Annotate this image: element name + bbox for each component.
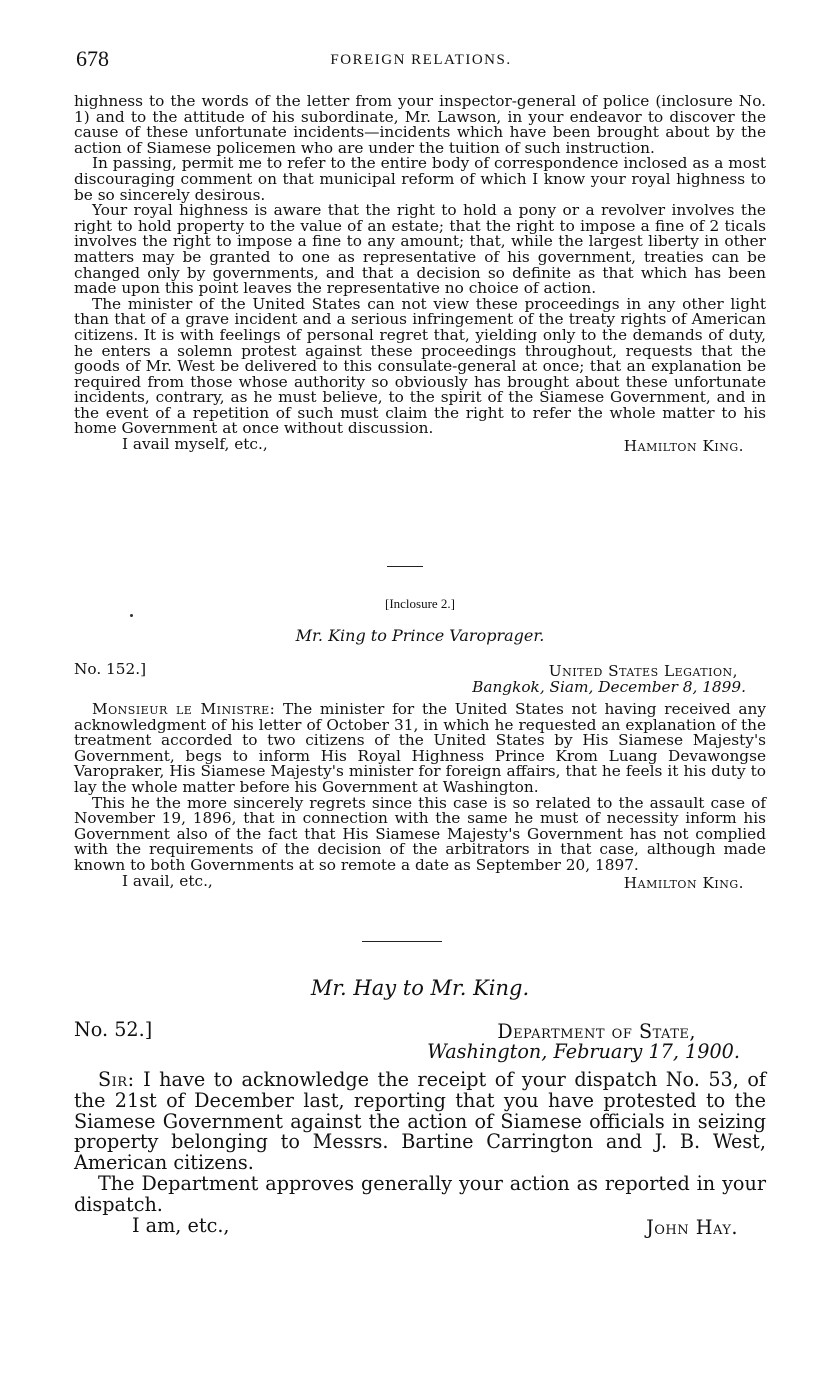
top-closing: I avail myself, etc., bbox=[122, 435, 268, 454]
inclosure-title: Mr. King to Prince Varoprager. bbox=[295, 626, 545, 645]
hay-letter-heading bbox=[74, 1020, 766, 1064]
top-paragraph: Your royal highness is aware that the right to hold a pony or a revolver involves the right to hold property to the value of an estate; that the right to impose a fine of 2 ticals involves the right to impose a fine to any amount; that, while the largest liberty in other matters may be granted to one as representative of his government, treaties can be changed only by governments, and that a decision so definite as that which has been made upon this point leaves the representative no choice of action. bbox=[74, 201, 766, 298]
inclosure-paragraph: This he the more sincerely regrets since this case is so related to the assault case of November 19, 1896, that in connection with the same he must of necessity inform his Government also of the fact that His Siamese Majesty's Government has not complied with the requirements of the decision of the arbitrators in that case, although made known to both Governments at so remote a date as September 20, 1897. bbox=[74, 793, 766, 874]
inclosure-body bbox=[74, 702, 766, 892]
page-header bbox=[76, 46, 766, 74]
inclosure-paragraph: The minister for the United States not having received any acknowledgment of his letter of October 31, in which he requested an explanation of the treatment accorded to two citizens of the United States by His Siamese Majesty's Government, begs to inform His Royal Highness Prince Krom Luang Devawongse Varopraker, His Siamese Majesty's minister for foreign affairs, that he feels it his duty to lay the whole matter before his Government at Washington. bbox=[74, 700, 766, 796]
top-paragraph: In passing, permit me to refer to the entire body of correspondence inclosed as a most discouraging comment on that municipal reform of which I know your royal highness to be so sincerely desirous. bbox=[74, 154, 766, 204]
inclosure-label: [Inclosure 2.] bbox=[384, 596, 456, 611]
top-paragraph: The minister of the United States can not view these proceedings in any other light than that of a grave incident and a serious infringement of the treaty rights of American citizens. It is with feelings of personal regret that, yielding only to the demands of duty, he enters a solemn protest against these proceedings throughout, requests that the goods of Mr. West be delivered to this consulate-general at once; that an explanation be required from those whose authority so obviously has brought about these unfortunate incidents, contrary, as he must believe, to the spirit of the Siamese Government, and in the event of a repetition of such must claim the right to refer the whole matter to his home Government at once without discussion. bbox=[74, 294, 766, 438]
top-paragraph: highness to the words of the letter from your inspector-general of police (inclosure No. 1) and to the attitude of his subordinate, Mr. Lawson, in your endeavor to discover the cause of these unfortunate incidents—incidents which have been brought about by the action of Siamese policemen who are under the tuition of such instruction. bbox=[74, 92, 766, 157]
hay-paragraph: The Department approves generally your action as reported in your dispatch. bbox=[74, 1171, 766, 1216]
hay-signature: John Hay. bbox=[646, 1215, 738, 1239]
top-signature: Hamilton King. bbox=[623, 437, 744, 456]
inclosure-salutation: Monsieur le Ministre: bbox=[92, 700, 276, 718]
inclosure-signature-line bbox=[74, 871, 766, 892]
top-signature-line bbox=[74, 437, 766, 455]
hay-letter-title: Mr. Hay to Mr. King. bbox=[310, 976, 530, 1000]
hay-closing: I am, etc., bbox=[132, 1213, 230, 1237]
inclosure-signature: Hamilton King. bbox=[623, 873, 744, 892]
section-divider bbox=[362, 941, 442, 942]
hay-signature-line bbox=[74, 1213, 766, 1240]
page-number: 678 bbox=[76, 46, 109, 71]
inclosure-address-1: United States Legation, bbox=[548, 662, 738, 680]
top-letter-body bbox=[74, 94, 766, 455]
hay-paragraph: I have to acknowledge the receipt of your dispatch No. 53, of the 21st of December last, reporting that you have protested to the Siamese Government against the action of Siamese officials in seizing property belonging to Messrs. Bartine Carrington and J. B. West, American citizens. bbox=[74, 1068, 767, 1175]
inclosure-heading bbox=[74, 662, 766, 698]
hay-address-1: Department of State, bbox=[497, 1020, 696, 1043]
hay-letter-body bbox=[74, 1070, 766, 1240]
section-divider bbox=[387, 566, 423, 567]
hay-letter-number: No. 52.] bbox=[74, 1018, 153, 1041]
inclosure-number: No. 152.] bbox=[74, 660, 147, 678]
print-speck bbox=[130, 614, 133, 617]
running-head: FOREIGN RELATIONS. bbox=[330, 52, 512, 68]
hay-address-2: Washington, February 17, 1900. bbox=[427, 1040, 740, 1063]
inclosure-closing: I avail, etc., bbox=[122, 871, 213, 890]
hay-salutation: Sir: bbox=[98, 1068, 135, 1091]
inclosure-address-2: Bangkok, Siam, December 8, 1899. bbox=[472, 678, 746, 696]
